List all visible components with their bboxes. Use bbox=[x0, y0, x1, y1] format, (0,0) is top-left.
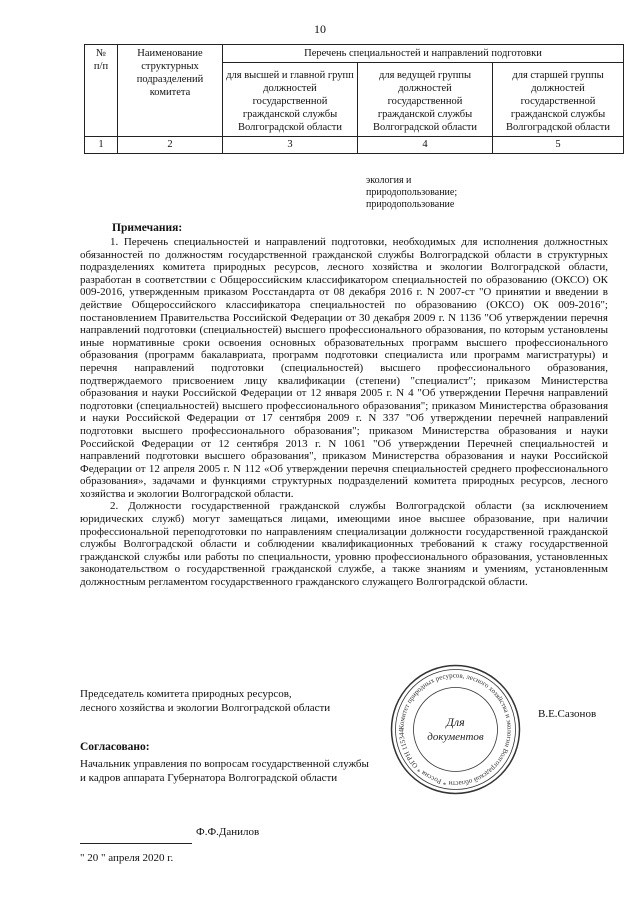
agreed-name: Ф.Ф.Данилов bbox=[196, 826, 260, 838]
specialties-table bbox=[84, 44, 624, 154]
num-cell: 3 bbox=[223, 137, 358, 154]
signatory-line: лесного хозяйства и экологии Волгоградской области bbox=[80, 702, 331, 714]
continuation-line: природопользование; bbox=[366, 187, 458, 198]
header-num: № п/п bbox=[85, 45, 118, 137]
continuation-line: природопользование bbox=[366, 199, 455, 210]
agreement-date: " 20 " апреля 2020 г. bbox=[80, 852, 174, 864]
num-cell: 5 bbox=[493, 137, 624, 154]
signatory-name: В.Е.Сазонов bbox=[538, 708, 597, 720]
num-cell: 2 bbox=[118, 137, 223, 154]
note-2: 2. Должности государственной гражданской службы Волгоградской области (за исключением юридических служб) могут замещаться лицами, имеющими иное высшее образование, при наличии профессиональной переподготовки по направлениям специализации должности государственной гражданской службы Волгоградской области и соблюдении квалификационных требований к стажу государственной гражданской службы или работы по специальности, уровню профессионального образования, установленных законодательством о государственной гражданской службе, а также знаниям и умениям, установленным должностным регламентом государственного гражданского служащего Волгоградской области. bbox=[80, 500, 608, 589]
signatory-title bbox=[80, 687, 330, 715]
note-1: 1. Перечень специальностей и направлений подготовки, необходимых для исполнения должностных обязанностей по должностям государственной гражданской службы Волгоградской области в структурных подразделениях комитета природных ресурсов, лесного хозяйства и экологии Волгоградской области, разработан в соответствии с Общероссийским классификатором специальностей по образованию (ОКСО) ОК 009-2016, утвержденным приказом Росстандарта от 08 декабря 2016 г. N 2007-ст "О принятии и введении в действие Общероссийского классификатора специальностей по образованию (ОКСО) ОК 009-2016"; постановлением Правительства Российской Федерации от 30 декабря 2009 г. N 1136 "Об утверждении перечня направлений подготовки (специальностей) высшего профессионального образования, по которым установлены иные нормативные сроки освоения основных образовательных программ высшего профессионального образования (программ бакалавриата, программ подготовки специалиста или программ магистратуры) и перечня направлений подготовки (специальностей) высшего профессионального образования, подтверждаемого присвоением лицу квалификации (степени) "специалист"; приказом Министерства образования и науки Российской Федерации от 12 января 2005 г. N 4 "Об утверждении Перечня направлений подготовки (специальностей) высшего профессионального образования"; приказом Министерства образования и науки Российской Федерации от 17 сентября 2009 г. N 337 "Об утверждении перечней направлений подготовки высшего профессионального образования"; приказом Министерства образования и науки Российской Федерации от 12 сентября 2013 г. N 1061 "Об утверждении Перечней специальностей и направлений подготовки высшего образования", приказом Министерства образования и науки Российской Федерации от 12 апреля 2005 г. N 112 «Об утверждении перечня специальностей среднего профессионального образования», задачами и функциями структурных подразделений комитета природных ресурсов, лесного хозяйства и экологии Волгоградской области. bbox=[80, 236, 608, 500]
seal-center-line2: документов bbox=[427, 731, 484, 743]
header-group: Перечень специальностей и направлений подготовки bbox=[223, 45, 624, 63]
notes-body bbox=[80, 236, 608, 589]
seal-center-line1: Для bbox=[446, 715, 465, 729]
header-name: Наименование структурных подразделений комитета bbox=[118, 45, 223, 137]
header-sub1: для высшей и главной групп должностей государственной гражданской службы Волгоградской области bbox=[223, 63, 358, 137]
num-cell: 1 bbox=[85, 137, 118, 154]
header-sub2: для ведущей группы должностей государственной гражданской службы Волгоградской области bbox=[358, 63, 493, 137]
official-seal bbox=[388, 662, 523, 797]
agreed-line: и кадров аппарата Губернатора Волгоградской области bbox=[80, 772, 338, 784]
page-number: 10 bbox=[314, 22, 326, 36]
agreed-line: Начальник управления по вопросам государственной службы bbox=[80, 758, 369, 770]
signature-line bbox=[80, 833, 192, 844]
agreed-title: Согласовано: bbox=[80, 741, 150, 753]
agreed-position bbox=[80, 757, 369, 785]
seal-ring-text: Комитет природных ресурсов, лесного хозяйства и экологии Волгоградской области * Россия * ОГРН 115344 bbox=[397, 671, 514, 788]
header-sub3: для старшей группы должностей государственной гражданской службы Волгоградской области bbox=[493, 63, 624, 137]
notes-title: Примечания: bbox=[112, 222, 183, 234]
continuation-line: экология и bbox=[366, 175, 412, 186]
continuation-text bbox=[366, 175, 486, 211]
num-cell: 4 bbox=[358, 137, 493, 154]
signatory-line: Председатель комитета природных ресурсов, bbox=[80, 688, 292, 700]
